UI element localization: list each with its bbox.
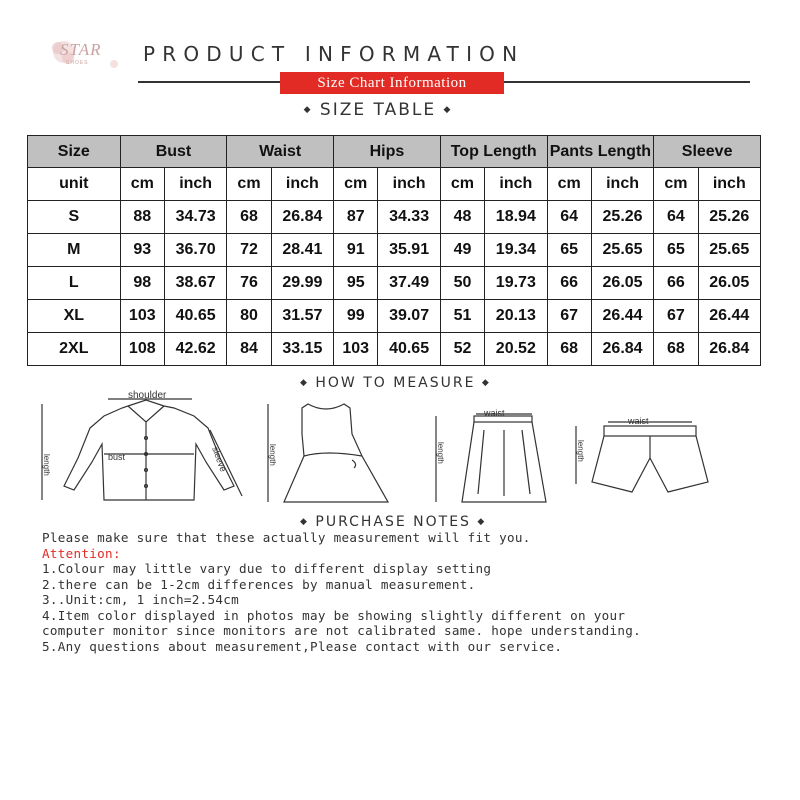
table-cell: 76: [227, 267, 271, 300]
notes-item: 2.there can be 1-2cm differences by manual measurement.: [42, 576, 476, 592]
page-title: PRODUCT INFORMATION: [143, 42, 525, 66]
size-table-title-text: SIZE TABLE: [319, 100, 437, 120]
notes-intro: Please make sure that these actually measurement will fit you.: [42, 530, 531, 545]
length-label: length: [436, 442, 445, 464]
length-label: length: [268, 444, 277, 466]
skirt-measure-diagram: [428, 404, 554, 508]
table-cell: 80: [227, 300, 271, 333]
table-cell: inch: [591, 168, 653, 201]
waist-label: waist: [628, 416, 649, 426]
table-cell: 33.15: [271, 333, 333, 366]
purchase-notes-body: [42, 530, 641, 654]
table-cell: 103: [120, 300, 164, 333]
diamond-icon: ◆: [481, 378, 491, 388]
table-cell: 88: [120, 201, 164, 234]
table-cell: 34.73: [164, 201, 226, 234]
table-row: [28, 300, 761, 333]
notes-item: 4.Item color displayed in photos may be showing slightly different on your: [42, 607, 626, 623]
length-label: length: [42, 454, 51, 476]
table-cell: 66: [654, 267, 698, 300]
sleeve-label: sleeve: [210, 445, 229, 474]
table-cell: 25.26: [591, 201, 653, 234]
how-to-measure-title: [300, 375, 491, 391]
table-cell: 36.70: [164, 234, 226, 267]
table-cell: 68: [547, 333, 591, 366]
table-cell: 99: [334, 300, 378, 333]
table-cell: 108: [120, 333, 164, 366]
notes-item: 1.Colour may little vary due to different display setting: [42, 561, 492, 576]
table-cell: 64: [654, 201, 698, 234]
table-cell: 37.49: [378, 267, 440, 300]
diamond-icon: ◆: [477, 517, 487, 527]
table-cell: 25.65: [591, 234, 653, 267]
table-cell: 35.91: [378, 234, 440, 267]
table-cell: inch: [164, 168, 226, 201]
row-label-cell: L: [28, 267, 121, 300]
table-cell: 65: [547, 234, 591, 267]
table-cell: 28.41: [271, 234, 333, 267]
row-label-cell: M: [28, 234, 121, 267]
table-cell: 49: [440, 234, 484, 267]
table-cell: 40.65: [378, 333, 440, 366]
table-cell: 72: [227, 234, 271, 267]
row-label-cell: unit: [28, 168, 121, 201]
table-cell: 87: [334, 201, 378, 234]
table-cell: 103: [334, 333, 378, 366]
notes-item: 3..Unit:cm, 1 inch=2.54cm: [42, 592, 240, 607]
column-header: Waist: [227, 136, 334, 168]
table-cell: 68: [227, 201, 271, 234]
table-cell: inch: [698, 168, 760, 201]
column-header: Bust: [120, 136, 227, 168]
diamond-icon: ◆: [443, 105, 453, 115]
table-cell: 20.13: [485, 300, 547, 333]
notes-attention: Attention:: [42, 545, 121, 561]
table-cell: cm: [547, 168, 591, 201]
table-cell: 26.05: [698, 267, 760, 300]
table-cell: 26.44: [591, 300, 653, 333]
table-cell: 51: [440, 300, 484, 333]
notes-item: computer monitor since monitors are not calibrated same. hope understanding.: [42, 623, 642, 638]
table-cell: inch: [271, 168, 333, 201]
bust-label: bust: [108, 452, 126, 462]
diamond-icon: ◆: [300, 517, 309, 527]
table-cell: 91: [334, 234, 378, 267]
table-cell: 39.07: [378, 300, 440, 333]
waist-label: waist: [484, 408, 505, 418]
dress-measure-diagram: [262, 400, 394, 508]
table-cell: 31.57: [271, 300, 333, 333]
column-header: Top Length: [440, 136, 547, 168]
table-cell: 84: [227, 333, 271, 366]
table-cell: 48: [440, 201, 484, 234]
table-cell: 67: [547, 300, 591, 333]
table-cell: 25.26: [698, 201, 760, 234]
table-cell: 68: [654, 333, 698, 366]
column-header: Size: [28, 136, 121, 168]
notes-item: 5.Any questions about measurement,Please contact with our service.: [42, 638, 563, 654]
table-cell: 64: [547, 201, 591, 234]
table-row: [28, 234, 761, 267]
table-cell: 34.33: [378, 201, 440, 234]
table-cell: 95: [334, 267, 378, 300]
size-table: [27, 135, 761, 366]
table-cell: 26.44: [698, 300, 760, 333]
purchase-notes-title-text: PURCHASE NOTES: [315, 514, 471, 530]
size-table-title: [268, 100, 488, 120]
table-cell: 20.52: [485, 333, 547, 366]
row-label-cell: S: [28, 201, 121, 234]
table-cell: cm: [227, 168, 271, 201]
table-cell: 19.34: [485, 234, 547, 267]
table-cell: inch: [378, 168, 440, 201]
table-header-row: [28, 136, 761, 168]
table-cell: 38.67: [164, 267, 226, 300]
column-header: Sleeve: [654, 136, 761, 168]
table-row: [28, 201, 761, 234]
table-cell: cm: [334, 168, 378, 201]
table-cell: 42.62: [164, 333, 226, 366]
table-cell: inch: [485, 168, 547, 201]
table-cell: cm: [120, 168, 164, 201]
brand-logo-subtext: SHOES: [66, 60, 89, 66]
brand-logo-text: STAR: [60, 40, 102, 59]
column-header: Pants Length: [547, 136, 654, 168]
table-cell: 26.84: [271, 201, 333, 234]
table-cell: 26.84: [698, 333, 760, 366]
table-cell: 19.73: [485, 267, 547, 300]
table-cell: 50: [440, 267, 484, 300]
table-cell: 52: [440, 333, 484, 366]
table-row: [28, 267, 761, 300]
size-chart-banner: Size Chart Information: [280, 72, 504, 94]
table-cell: cm: [440, 168, 484, 201]
how-to-measure-title-text: HOW TO MEASURE: [315, 375, 476, 391]
purchase-notes-title: [300, 514, 486, 530]
table-cell: 40.65: [164, 300, 226, 333]
table-cell: cm: [654, 168, 698, 201]
table-cell: 18.94: [485, 201, 547, 234]
diamond-icon: ◆: [300, 378, 309, 388]
shoulder-label: shoulder: [128, 390, 167, 401]
row-label-cell: 2XL: [28, 333, 121, 366]
table-cell: 93: [120, 234, 164, 267]
length-label: length: [576, 440, 585, 462]
column-header: Hips: [334, 136, 441, 168]
diamond-icon: ◆: [303, 105, 313, 115]
table-cell: 98: [120, 267, 164, 300]
table-cell: 67: [654, 300, 698, 333]
table-row: [28, 333, 761, 366]
table-cell: 26.05: [591, 267, 653, 300]
table-cell: 66: [547, 267, 591, 300]
table-cell: 29.99: [271, 267, 333, 300]
shirt-measure-diagram: [34, 388, 254, 508]
table-cell: 65: [654, 234, 698, 267]
shorts-measure-diagram: [568, 410, 718, 500]
unit-row: [28, 168, 761, 201]
row-label-cell: XL: [28, 300, 121, 333]
table-cell: 25.65: [698, 234, 760, 267]
table-cell: 26.84: [591, 333, 653, 366]
